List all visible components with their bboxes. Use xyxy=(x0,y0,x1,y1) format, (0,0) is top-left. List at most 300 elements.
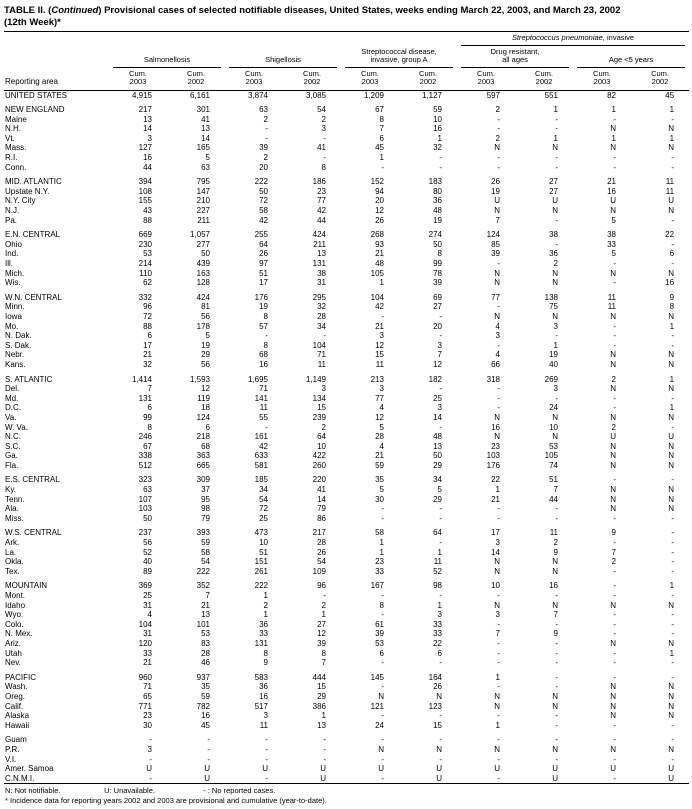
table-row xyxy=(4,240,689,250)
value-cell: - xyxy=(613,658,616,668)
value-cell: 131 xyxy=(138,393,152,403)
value-cell: 4 xyxy=(495,321,500,331)
value-cell: 59 xyxy=(201,691,210,701)
reporting-area-cell: N.J. xyxy=(5,206,20,216)
value-cell: - xyxy=(439,504,442,514)
reporting-area-cell: W.S. CENTRAL xyxy=(5,528,62,538)
value-cell: 7 xyxy=(611,547,616,557)
value-cell: 12 xyxy=(201,384,210,394)
value-cell: - xyxy=(323,153,326,163)
value-cell: 53 xyxy=(549,441,558,451)
reporting-area-cell: Minn. xyxy=(5,302,25,312)
value-cell: - xyxy=(555,711,558,721)
value-cell: N xyxy=(552,278,558,288)
value-cell: 2 xyxy=(321,600,326,610)
value-cell: - xyxy=(381,610,384,620)
value-cell: 222 xyxy=(254,581,268,591)
value-cell: 104 xyxy=(370,292,384,302)
value-cell: 26 xyxy=(375,215,384,225)
value-cell: 16 xyxy=(433,124,442,134)
value-cell: 274 xyxy=(428,230,442,240)
value-cell: 10 xyxy=(491,581,500,591)
value-cell: 93 xyxy=(375,239,384,249)
value-cell: N xyxy=(610,451,616,461)
value-cell: 63 xyxy=(143,485,152,495)
value-cell: N xyxy=(610,412,616,422)
value-cell: 16 xyxy=(201,711,210,721)
value-cell: 64 xyxy=(317,432,326,442)
table-row xyxy=(4,384,689,394)
value-cell: 14 xyxy=(201,133,210,143)
table-row xyxy=(4,528,689,538)
value-cell: 183 xyxy=(428,177,442,187)
value-cell: N xyxy=(552,557,558,567)
value-cell: 1 xyxy=(437,547,442,557)
value-cell: 50 xyxy=(143,513,152,523)
value-cell: 28 xyxy=(317,538,326,548)
column-header-cum-2002: Cum. 2002 xyxy=(167,68,225,91)
value-cell: 782 xyxy=(196,701,210,711)
value-cell: 2 xyxy=(611,422,616,432)
value-cell: 960 xyxy=(138,672,152,682)
value-cell: N xyxy=(610,460,616,470)
value-cell: N xyxy=(610,711,616,721)
reporting-area-cell: Upstate N.Y. xyxy=(5,186,50,196)
value-cell: - xyxy=(265,331,268,341)
value-cell: 71 xyxy=(143,682,152,692)
footnote-incidence-note: * Incidence data for reporting years 2002 and 2003 are provisional and cumulative (year-to-date). xyxy=(5,795,327,805)
strep-group-a-header: Streptococcal disease, invasive, group A xyxy=(341,46,457,68)
reporting-area-cell: Vt. xyxy=(5,133,15,143)
value-cell: - xyxy=(671,754,675,764)
value-cell: - xyxy=(671,735,675,745)
value-cell: 4,915 xyxy=(131,90,152,100)
value-cell: 6 xyxy=(147,331,152,341)
header-spacer xyxy=(109,32,457,46)
value-cell: 6 xyxy=(379,648,384,658)
value-cell: 16 xyxy=(607,186,616,196)
value-cell: 2 xyxy=(263,600,268,610)
value-cell: - xyxy=(613,754,616,764)
table-title-line2: (12th Week)* xyxy=(4,16,61,28)
value-cell: N xyxy=(668,311,675,321)
value-cell: 386 xyxy=(312,701,326,711)
value-cell: N xyxy=(494,412,500,422)
value-cell: - xyxy=(497,682,500,692)
value-cell: 473 xyxy=(254,528,268,538)
table-row xyxy=(4,187,689,197)
value-cell: 22 xyxy=(491,475,500,485)
value-cell: U xyxy=(320,764,326,774)
value-cell: 1 xyxy=(495,720,500,730)
reporting-area-cell: MID. ATLANTIC xyxy=(5,177,62,187)
reporting-area-cell: UNITED STATES xyxy=(5,90,67,100)
value-cell: 52 xyxy=(433,566,442,576)
value-cell: - xyxy=(555,124,558,134)
table-row xyxy=(4,196,689,206)
table-row xyxy=(4,134,689,144)
table-row xyxy=(4,322,689,332)
value-cell: 27 xyxy=(549,177,558,187)
table-row xyxy=(4,581,689,591)
value-cell: - xyxy=(613,672,616,682)
value-cell: U xyxy=(610,432,616,442)
value-cell: N xyxy=(494,278,500,288)
value-cell: 14 xyxy=(317,494,326,504)
value-cell: 5 xyxy=(379,485,384,495)
value-cell: - xyxy=(613,720,616,730)
value-cell: 211 xyxy=(197,215,210,225)
value-cell: 11 xyxy=(607,302,616,312)
value-cell: N xyxy=(610,682,616,692)
value-cell: N xyxy=(494,557,500,567)
value-cell: - xyxy=(613,475,616,485)
value-cell: 145 xyxy=(370,672,384,682)
value-cell: - xyxy=(671,153,675,163)
value-cell: 8 xyxy=(379,600,384,610)
value-cell: 17 xyxy=(259,278,268,288)
reporting-area-cell: Utah xyxy=(5,648,22,658)
value-cell: - xyxy=(613,153,616,163)
value-cell: 220 xyxy=(312,475,326,485)
value-cell: 255 xyxy=(254,230,268,240)
value-cell: 795 xyxy=(196,177,210,187)
table-row xyxy=(4,673,689,683)
value-cell: 19 xyxy=(549,350,558,360)
value-cell: 6,161 xyxy=(189,90,210,100)
value-cell: 58 xyxy=(201,547,210,557)
table-row xyxy=(4,639,689,649)
value-cell: 103 xyxy=(486,451,500,461)
value-cell: 101 xyxy=(196,619,210,629)
notifiable-diseases-table xyxy=(4,31,689,784)
value-cell: 51 xyxy=(259,547,268,557)
value-cell: 633 xyxy=(254,451,268,461)
value-cell: 98 xyxy=(201,504,210,514)
value-cell: 51 xyxy=(259,268,268,278)
table-row xyxy=(4,658,689,668)
value-cell: 1 xyxy=(379,278,384,288)
table-row xyxy=(4,475,689,485)
value-cell: 5 xyxy=(437,485,442,495)
value-cell: - xyxy=(439,711,442,721)
value-cell: 131 xyxy=(312,259,326,268)
value-cell: 35 xyxy=(375,475,384,485)
value-cell: 8 xyxy=(437,249,442,259)
value-cell: 7 xyxy=(495,629,500,639)
value-cell: 3,874 xyxy=(247,90,268,100)
value-cell: N xyxy=(610,359,616,369)
value-cell: - xyxy=(497,302,500,312)
value-cell: 5 xyxy=(205,153,210,163)
value-cell: 7 xyxy=(437,350,442,360)
value-cell: 23 xyxy=(491,441,500,451)
value-cell: 79 xyxy=(201,513,210,523)
value-cell: 1 xyxy=(437,133,442,143)
value-cell: 38 xyxy=(317,268,326,278)
value-cell: 1 xyxy=(379,538,384,548)
value-cell: - xyxy=(381,591,384,600)
value-cell: 77 xyxy=(375,393,384,403)
reporting-area-cell: Wash. xyxy=(5,682,28,692)
value-cell: 75 xyxy=(549,302,558,312)
value-cell: N xyxy=(610,311,616,321)
reporting-area-cell: Va. xyxy=(5,412,17,422)
value-cell: 59 xyxy=(433,105,442,115)
value-cell: 27 xyxy=(549,186,558,196)
value-cell: 64 xyxy=(433,528,442,538)
value-cell: U xyxy=(552,764,558,774)
value-cell: 62 xyxy=(143,278,152,288)
value-cell: 141 xyxy=(254,393,268,403)
value-cell: 110 xyxy=(139,268,152,278)
value-cell: 214 xyxy=(138,259,152,268)
value-cell: 1 xyxy=(321,610,326,620)
value-cell: 59 xyxy=(375,460,384,470)
value-cell: 2 xyxy=(321,114,326,124)
value-cell: 21 xyxy=(143,350,152,360)
value-cell: 1,057 xyxy=(189,230,210,240)
value-cell: N xyxy=(668,350,675,360)
value-cell: 1 xyxy=(495,485,500,495)
value-cell: U xyxy=(204,764,210,774)
value-cell: 338 xyxy=(138,451,152,461)
value-cell: 52 xyxy=(143,547,152,557)
table-row xyxy=(4,206,689,216)
value-cell: 85 xyxy=(491,239,500,249)
value-cell: - xyxy=(497,153,500,163)
value-cell: 4 xyxy=(495,350,500,360)
value-cell: 3,085 xyxy=(305,90,326,100)
value-cell: 33 xyxy=(375,566,384,576)
value-cell: - xyxy=(613,278,616,288)
value-cell: 1 xyxy=(495,672,500,682)
value-cell: 128 xyxy=(196,278,210,288)
value-cell: - xyxy=(265,773,268,783)
value-cell: 13 xyxy=(143,114,152,124)
value-cell: 35 xyxy=(201,682,210,692)
value-cell: 13 xyxy=(433,441,442,451)
value-cell: - xyxy=(671,475,675,485)
table-row xyxy=(4,216,689,226)
reporting-area-cell: Kans. xyxy=(5,359,26,369)
value-cell: 6 xyxy=(669,249,675,259)
value-cell: 1 xyxy=(321,711,326,721)
value-cell: 164 xyxy=(428,672,442,682)
value-cell: 10 xyxy=(433,114,442,124)
value-cell: N xyxy=(494,268,500,278)
value-cell: 48 xyxy=(433,432,442,442)
value-cell: 20 xyxy=(259,162,268,172)
value-cell: 34 xyxy=(433,475,442,485)
value-cell: 5 xyxy=(611,215,616,225)
value-cell: 31 xyxy=(143,629,152,639)
value-cell: 5 xyxy=(611,249,616,259)
value-cell: - xyxy=(613,581,616,591)
value-cell: 72 xyxy=(259,196,268,206)
value-cell: 15 xyxy=(375,350,384,360)
value-cell: 7 xyxy=(321,658,326,668)
value-cell: - xyxy=(613,591,616,600)
value-cell: U xyxy=(146,764,152,774)
reporting-area-cell: Wyo. xyxy=(5,610,24,620)
value-cell: 44 xyxy=(549,494,558,504)
value-cell: 134 xyxy=(312,393,326,403)
table-row xyxy=(4,432,689,442)
value-cell: N xyxy=(610,691,616,701)
value-cell: 81 xyxy=(201,302,210,312)
value-cell: 7 xyxy=(379,124,384,134)
value-cell: - xyxy=(613,610,616,620)
value-cell: 58 xyxy=(375,528,384,538)
value-cell: 8 xyxy=(263,311,268,321)
value-cell: - xyxy=(671,557,675,567)
table-row xyxy=(4,745,689,755)
value-cell: N xyxy=(552,566,558,576)
value-cell: - xyxy=(439,591,442,600)
value-cell: 72 xyxy=(259,504,268,514)
value-cell: - xyxy=(671,591,675,600)
value-cell: 13 xyxy=(317,720,326,730)
value-cell: 186 xyxy=(312,177,326,187)
value-cell: 16 xyxy=(143,153,152,163)
value-cell: 1 xyxy=(379,153,384,163)
value-cell: 28 xyxy=(375,432,384,442)
table-row xyxy=(4,143,689,153)
value-cell: - xyxy=(671,629,675,639)
table-row xyxy=(4,629,689,639)
value-cell: N xyxy=(668,504,675,514)
value-cell: 99 xyxy=(143,412,152,422)
value-cell: - xyxy=(207,744,210,754)
value-cell: 80 xyxy=(433,186,442,196)
reporting-area-cell: Nev. xyxy=(5,658,21,668)
value-cell: 1 xyxy=(669,581,675,591)
value-cell: 6 xyxy=(437,648,442,658)
value-cell: 3 xyxy=(495,610,500,620)
value-cell: 2 xyxy=(553,538,558,548)
value-cell: 268 xyxy=(370,230,384,240)
value-cell: - xyxy=(613,735,616,745)
value-cell: - xyxy=(555,239,558,249)
reporting-area-cell: N.H. xyxy=(5,124,21,134)
value-cell: - xyxy=(555,114,558,124)
value-cell: N xyxy=(494,432,500,442)
value-cell: - xyxy=(613,321,616,331)
value-cell: 1 xyxy=(669,648,675,658)
reporting-area-cell: Tex. xyxy=(5,566,20,576)
reporting-area-cell: La. xyxy=(5,547,17,557)
value-cell: - xyxy=(265,754,268,764)
value-cell: 444 xyxy=(312,672,326,682)
value-cell: 72 xyxy=(143,311,152,321)
value-cell: 369 xyxy=(138,581,152,591)
value-cell: 19 xyxy=(259,302,268,312)
value-cell: 61 xyxy=(375,619,384,629)
value-cell: 38 xyxy=(549,230,558,240)
value-cell: N xyxy=(668,451,675,461)
table-row xyxy=(4,115,689,125)
value-cell: 8 xyxy=(147,422,152,432)
value-cell: 48 xyxy=(375,259,384,268)
reporting-area-cell: Conn. xyxy=(5,162,27,172)
value-cell: N xyxy=(668,711,675,721)
column-header-cum-2003: Cum. 2003 xyxy=(573,68,631,91)
value-cell: 5 xyxy=(379,422,384,432)
value-cell: - xyxy=(613,619,616,629)
value-cell: 39 xyxy=(375,629,384,639)
value-cell: 131 xyxy=(254,638,268,648)
value-cell: - xyxy=(323,754,326,764)
value-cell: N xyxy=(668,638,675,648)
value-cell: 14 xyxy=(433,412,442,422)
value-cell: N xyxy=(552,412,558,422)
value-cell: 261 xyxy=(254,566,268,576)
value-cell: - xyxy=(671,658,675,668)
value-cell: N xyxy=(610,206,616,216)
value-cell: 20 xyxy=(433,321,442,331)
value-cell: 227 xyxy=(196,206,210,216)
value-cell: 1,209 xyxy=(363,90,384,100)
shigellosis-header: Shigellosis xyxy=(225,46,341,68)
value-cell: 7 xyxy=(495,215,500,225)
value-cell: N xyxy=(610,384,616,394)
value-cell: N xyxy=(494,691,500,701)
reporting-area-cell: V.I. xyxy=(5,754,17,764)
value-cell: N xyxy=(668,744,675,754)
value-cell: 8 xyxy=(263,340,268,350)
reporting-area-cell: Idaho xyxy=(5,600,26,610)
value-cell: 33 xyxy=(143,648,152,658)
table-row xyxy=(4,302,689,312)
table-row xyxy=(4,485,689,495)
reporting-area-cell: Hawaii xyxy=(5,720,30,730)
value-cell: N xyxy=(610,638,616,648)
value-cell: 176 xyxy=(254,292,268,302)
value-cell: 6 xyxy=(379,133,384,143)
value-cell: 11 xyxy=(375,359,384,369)
value-cell: N xyxy=(552,206,558,216)
value-cell: 53 xyxy=(375,638,384,648)
value-cell: 29 xyxy=(433,460,442,470)
value-cell: 109 xyxy=(312,566,326,576)
value-cell: 30 xyxy=(143,720,152,730)
value-cell: 12 xyxy=(375,340,384,350)
value-cell: N xyxy=(668,268,675,278)
value-cell: - xyxy=(555,162,558,172)
value-cell: - xyxy=(439,153,442,163)
value-cell: 213 xyxy=(370,374,384,384)
value-cell: 39 xyxy=(433,278,442,288)
value-cell: - xyxy=(497,384,500,394)
salmonellosis-header: Salmonellosis xyxy=(109,46,225,68)
value-cell: 15 xyxy=(317,403,326,413)
value-cell: 7 xyxy=(147,384,152,394)
value-cell: 2 xyxy=(263,114,268,124)
value-cell: - xyxy=(555,754,558,764)
value-cell: - xyxy=(323,331,326,341)
table-row xyxy=(4,711,689,721)
reporting-area-cell: Del. xyxy=(5,384,20,394)
value-cell: 108 xyxy=(138,186,152,196)
value-cell: 260 xyxy=(312,460,326,470)
value-cell: - xyxy=(323,591,326,600)
value-cell: 83 xyxy=(201,638,210,648)
value-cell: - xyxy=(671,619,675,629)
value-cell: N xyxy=(610,485,616,495)
value-cell: - xyxy=(497,259,500,268)
value-cell: - xyxy=(439,538,442,548)
